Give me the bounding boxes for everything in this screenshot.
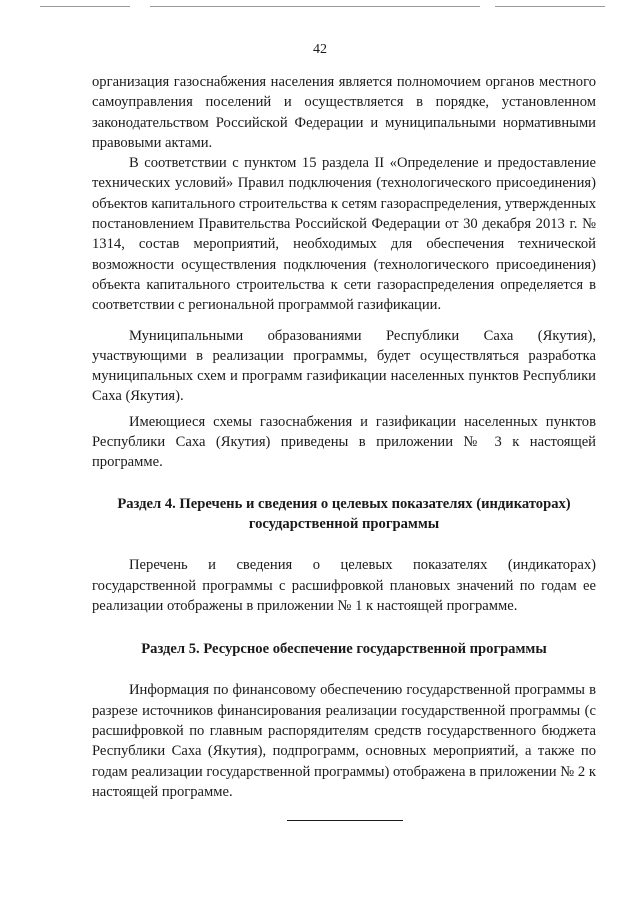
page-number: 42 bbox=[313, 42, 327, 57]
paragraph-connection-rules: В соответствии с пунктом 15 раздела II «Определение и предоставление технических условий» Правил подключения (технологического присоединения) объектов капитального строительства к сетям газораспределения, утвержденных постановлением Правительства Российской Федерации от 30 декабря 2013 г. № 1314, состав мероприятий, необходимых для обеспечения технической возможности осуществления подключения (технологического присоединения) объекта капитального строительства к сети газораспределения определяется в соответствии с региональной программой газификации. bbox=[92, 155, 596, 314]
scan-edge-line bbox=[40, 6, 130, 7]
section-5-text: Информация по финансовому обеспечению государственной программы в разрезе источников финансирования реализации государственной программы (с расшифровкой по главным распорядителям средств государственного бюджета Республики Саха (Якутия), подпрограмм, основных мероприятий, а также по годам реализации государственной программы) отображена в приложении № 2 к настоящей программе. bbox=[92, 682, 596, 800]
document-body bbox=[92, 72, 596, 821]
paragraph-municipal-schemes: Муниципальными образованиями Республики Саха (Якутия), участвующими в реализации программы, будет осуществляться разработка муниципальных схем и программ газификации населенных пунктов Республики Саха (Якутия). bbox=[92, 327, 596, 405]
scan-edge-line bbox=[495, 6, 605, 7]
section-5-heading: Раздел 5. Ресурсное обеспечение государственной программы bbox=[141, 641, 547, 658]
paragraph-gas-supply-authority: организация газоснабжения населения является полномочием органов местного самоуправления поселений и осуществляется в порядке, установленном законодательством Российской Федерации и муниципальными нормативными правовыми актами. bbox=[92, 74, 596, 151]
section-4-heading: Раздел 4. Перечень и сведения о целевых показателях (индикаторах) государственной программы bbox=[117, 495, 571, 532]
section-4-text: Перечень и сведения о целевых показателях (индикаторах) государственной программы с расшифровкой плановых значений по годам ее реализации отображены в приложении № 1 к настоящей программе. bbox=[92, 557, 596, 614]
paragraph-existing-schemes: Имеющиеся схемы газоснабжения и газификации населенных пунктов Республики Саха (Якутия) приведены в приложении № 3 к настоящей программе. bbox=[92, 413, 596, 471]
scan-edge-line bbox=[150, 6, 480, 7]
end-rule bbox=[287, 820, 403, 821]
